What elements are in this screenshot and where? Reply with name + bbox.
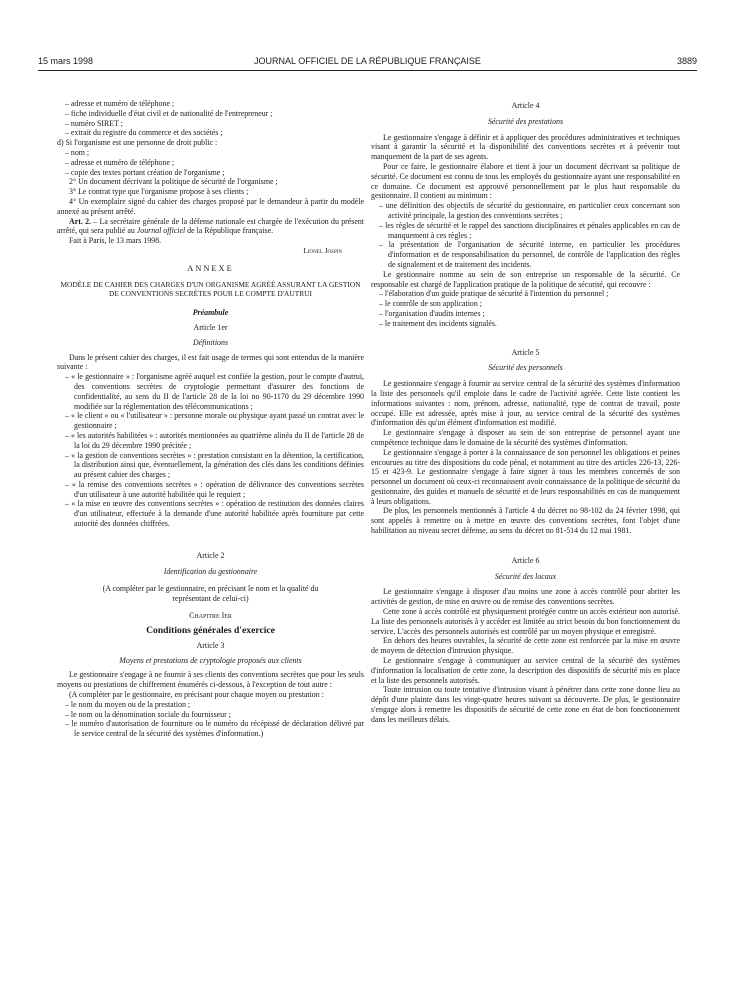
article-heading: Article 2: [196, 550, 225, 560]
section-subtitle: Définitions: [192, 337, 229, 347]
list-item: – le nom du moyen ou de la prestation ;: [65, 699, 191, 709]
signature: Lionel Jospin: [303, 245, 342, 255]
definition-item: – « la gestion de conventions secrètes » : prestation consistant en la détention, la certification, la distribution ainsi que, éventuellement, la génération des clés dans les conditions définies au présent cahier des charges ;: [65, 450, 364, 480]
list-item: – copie des textes portant création de l'organisme ;: [65, 167, 225, 177]
list-item: – adresse et numéro de téléphone ;: [65, 157, 175, 167]
section-subtitle: Identification du gestionnaire: [163, 566, 258, 576]
header-date: 15 mars 1998: [38, 56, 94, 66]
section-subtitle: Sécurité des locaux: [494, 571, 557, 581]
article-text: – La secrétaire générale de la défense nationale est chargée de l'exécution du présent arrêté, qui sera publié au: [57, 216, 364, 236]
article-label: Art. 2.: [69, 216, 92, 226]
right-column: [371, 101, 680, 725]
page-header: [38, 56, 697, 70]
article-heading: Article 5: [511, 347, 540, 357]
paragraph: Le gestionnaire s'engage à porter à la connaissance de son personnel les obligations et peines encourues au titre des dispositions du code pénal, et notamment au titre des articles 226-13, 226-15 et 423-9. Le gestionnaire s'engage à faire signer à tous les membres concernés de son personnel un document où ceux-ci reconnaissent avoir connaissance de la politique de sécurité du gestionnaire, des guides et manuels de sécurité et de leurs responsabilités en cas de manquement à leurs obligations.: [371, 447, 680, 506]
paragraph: Le gestionnaire s'engage à disposer d'au moins une zone à accès contrôlé pour abriter les activités de gestion, de mise en œuvre ou de remise des conventions secrètes.: [371, 587, 680, 607]
paragraph: Cette zone à accès contrôlé est physiquement protégée contre un accès extérieur non autorisé. La liste des personnels autorisés à y accéder est limitée au strict besoin du bon fonctionnement du service. L'accès des personnels autorisés est contrôlé par un moyen physique et enregistré.: [371, 607, 680, 636]
article-2-paragraph: [57, 217, 364, 237]
chapter-title: Conditions générales d'exercice: [146, 624, 275, 636]
definition-item: – « les autorités habilitées » : autorités mentionnées au quatrième alinéa du II de l'article 28 de la loi du 29 décembre 1990 précitée ;: [65, 430, 364, 450]
definition-item: – « le client » ou « l'utilisateur » : personne morale ou physique ayant passé un contrat avec le gestionnaire ;: [65, 411, 364, 431]
section-subtitle: Moyens et prestations de cryptologie proposés aux clients: [119, 655, 302, 665]
paragraph: 4° Un exemplaire signé du cahier des charges proposé par le demandeur à partir du modèle annexé au présent arrêté.: [57, 196, 364, 216]
definition-item: – « la remise des conventions secrètes » : opération de délivrance des conventions secrètes d'un utilisateur à une autorité habilitée qui le requiert ;: [65, 479, 364, 499]
chapter-heading: Chapitre Ier: [189, 611, 232, 621]
section-subtitle: Sécurité des personnels: [488, 363, 563, 373]
paragraph: 3° Le contrat type que l'organisme propose à ses clients ;: [69, 187, 249, 197]
list-item: – numéro SIRET ;: [65, 118, 123, 128]
list-item: – une définition des objectifs de sécurité du gestionnaire, en particulier ceux concernant son activité principale, la gestion des conventions secrètes ;: [379, 201, 680, 220]
list-item: – fiche individuelle d'état civil et de nationalité de l'entrepreneur ;: [65, 108, 273, 118]
annexe-heading: ANNEXE: [187, 263, 234, 273]
preamble-heading: Préambule: [192, 308, 229, 318]
paragraph: Le gestionnaire s'engage à définir et à appliquer des procédures administratives et techniques visant à garantir la sécurité et la disponibilité des conventions secrètes et à prévenir tout manquement de la part de ses agents.: [371, 132, 680, 162]
paragraph: d) Si l'organisme est une personne de droit public :: [57, 138, 218, 148]
list-item: – les règles de sécurité et le rappel des sanctions disciplinaires et pénales applicables en cas de manquement à ces règles ;: [379, 220, 680, 240]
list-item: – le traitement des incidents signalés.: [379, 318, 497, 328]
list-item: – l'organisation d'audits internes ;: [379, 308, 485, 318]
article-heading: Article 1er: [193, 322, 228, 332]
paragraph: Le gestionnaire s'engage à disposer au sein de son entreprise de personnel ayant une compétence technique dans le domaine de la sécurité des systèmes d'information.: [371, 428, 680, 447]
definition-item: – « la mise en œuvre des conventions secrètes » : opération de restitution des données claires d'un utilisateur, effectuée à la demande d'une autorité habilitée après fourniture par cette autorité des données chiffrées.: [65, 499, 364, 529]
paragraph: De plus, les personnels mentionnés à l'article 4 du décret no 98-102 du 24 février 1998, qui sont appelés à remettre ou à mettre en œuvre des conventions secrètes, font l'objet d'une habilitation au niveau secret défense, au sens du décret no 81-514 du 12 mai 1981.: [371, 506, 680, 536]
section-subtitle: Sécurité des prestations: [487, 116, 564, 126]
definition-item: – « le gestionnaire » : l'organisme agréé auquel est confiée la gestion, pour le compte d'autrui, des conventions secrètes de cryptologie permettant d'assurer des fonctions de confidentialité, au sens du II de l'article 28 de la loi no 90-1170 du 29 décembre 1990 modifiée sur la réglementation des télécommunications ;: [65, 372, 364, 411]
article-text-end: de la République française.: [185, 226, 274, 236]
article-heading: Article 6: [511, 555, 540, 565]
header-rule: [38, 70, 697, 71]
header-journal-title: JOURNAL OFFICIEL DE LA RÉPUBLIQUE FRANÇAISE: [254, 56, 481, 66]
paragraph: Toute intrusion ou toute tentative d'intrusion visant à pénétrer dans cette zone donne lieu au dépôt d'une plainte dans les vingt-quatre heures suivant sa découverte. De plus, le gestionnaire s'engage alors à remettre les dispositifs de sécurité de cette zone en état de bon fonctionnement dans les meilleurs délais.: [371, 685, 680, 724]
paragraph: Pour ce faire, le gestionnaire élabore et tient à jour un document décrivant sa politique de sécurité. Ce document est connu de tous les employés du gestionnaire ayant une responsabilité en ce domaine. Ce document est approuvé personnellement par le plus haut responsable du gestionnaire. Il contient au minimum :: [371, 161, 680, 201]
paragraph: (A compléter par le gestionnaire, en précisant pour chaque moyen ou prestation :: [69, 690, 324, 700]
list-item: – extrait du registre du commerce et des sociétés ;: [65, 128, 223, 138]
list-item: – le contrôle de son application ;: [379, 299, 482, 309]
list-item: – adresse et numéro de téléphone ;: [65, 99, 175, 108]
paragraph: Dans le présent cahier des charges, il est fait usage de termes qui sont entendus de la manière suivante :: [57, 352, 364, 372]
header-page-number: 3889: [676, 56, 697, 66]
paragraph: En dehors des heures ouvrables, la sécurité de cette zone est renforcée par la mise en œuvre de moyens de détection d'intrusion physique.: [371, 636, 680, 656]
list-item: – la présentation de l'organisation de sécurité interne, en particulier les procédures d'information et de responsabilisation du personnel, de contrôle de l'application des règles de signalement et de traitement des incidents.: [379, 240, 680, 269]
list-item: – le nom ou la dénomination sociale du fournisseur ;: [65, 709, 231, 719]
article-heading: Article 4: [511, 101, 540, 110]
list-item: – l'élaboration d'un guide pratique de sécurité à l'intention du personnel ;: [379, 289, 609, 299]
annexe-title: MODÈLE DE CAHIER DES CHARGES D'UN ORGANISME AGRÉÉ ASSURANT LA GESTION DE CONVENTIONS SECRÈTES POUR LE COMPTE D'AUTRUI: [60, 279, 361, 299]
paragraph: Le gestionnaire nomme au sein de son entreprise un responsable de la sécurité. Ce responsable est chargé de l'application pratique de la politique de sécurité, qui recouvre :: [371, 269, 680, 289]
paragraph: Le gestionnaire s'engage à fournir au service central de la sécurité des systèmes d'information la liste des personnels qu'il emploie dans le cadre de l'activité agréée. Cette liste contient les informations suivantes : nom, prénom, adresse, nationalité, type de contrat de travail, poste occupé. Elle est adressée, après mise à jour, au service central de la sécurité des systèmes d'information dès qu'un élément d'information est modifié.: [371, 379, 680, 428]
paragraph: (A compléter par le gestionnaire, en précisant le nom et la qualité du représentant de celui-ci): [102, 584, 319, 604]
paragraph: Le gestionnaire s'engage à communiquer au service central de la sécurité des systèmes d'information la localisation de cette zone, la description des dispositifs de sécurité mis en place et la liste des personnels autorisés.: [371, 656, 680, 685]
list-item: – le numéro d'autorisation de fourniture ou le numéro du récépissé de déclaration délivré par le service central de la sécurité des systèmes d'information.): [65, 719, 364, 739]
list-item: – nom ;: [65, 147, 90, 157]
article-heading: Article 3: [196, 640, 225, 650]
paragraph: Le gestionnaire s'engage à ne fournir à ses clients des conventions secrètes que pour les seuls moyens ou prestations de chiffrement énumérés ci-dessous, à l'exception de tout autre :: [57, 670, 364, 690]
journal-reference: Journal officiel: [136, 226, 186, 236]
date-line: Fait à Paris, le 13 mars 1998.: [69, 236, 162, 246]
paragraph: 2° Un document décrivant la politique de sécurité de l'organisme ;: [69, 177, 278, 187]
left-column: [57, 99, 364, 739]
